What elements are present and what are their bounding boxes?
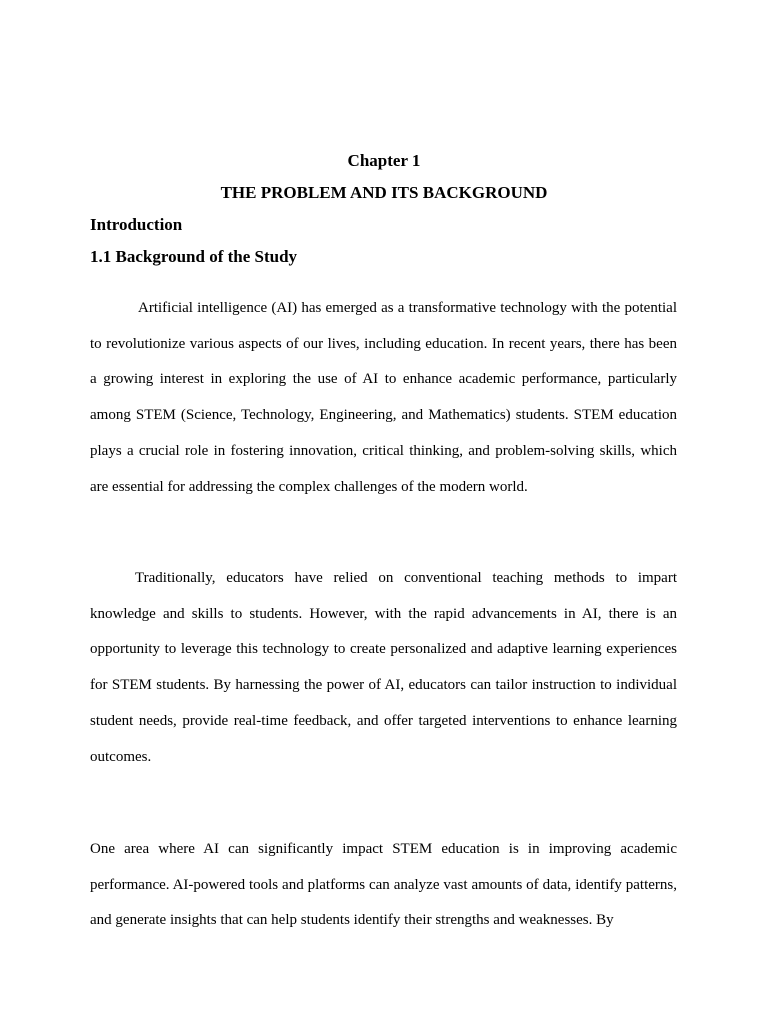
section-heading: Introduction [90,215,183,234]
chapter-label: Chapter 1 [347,151,421,170]
chapter-title: THE PROBLEM AND ITS BACKGROUND [220,183,548,202]
body-paragraph-2: Traditionally, educators have relied on conventional teaching methods to impart knowledge and skills to students. However, with the rapid advancements in AI, there is an opportunity to leverage this technology to create personalized and adaptive learning experiences for STEM students. By harnessing the power of AI, educators can tailor instruction to individual student needs, provide real-time feedback, and offer targeted interventions to enhance learning outcomes. [90,570,677,765]
subsection-heading: 1.1 Background of the Study [90,247,298,266]
body-paragraph-1: Artificial intelligence (AI) has emerged as a transformative technology with the potential to revolutionize various aspects of our lives, including education. In recent years, there has been a growing interest in exploring the use of AI to enhance academic performance, particularly among STEM (Science, Technology, Engineering, and Mathematics) students. STEM education plays a crucial role in fostering innovation, critical thinking, and problem-solving skills, which are essential for addressing the complex challenges of the modern world. [90,300,677,495]
body-paragraph-3: One area where AI can significantly impact STEM education is in improving academic performance. AI-powered tools and platforms can analyze vast amounts of data, identify patterns, and generate insights that can help students identify their strengths and weaknesses. By [90,841,677,929]
